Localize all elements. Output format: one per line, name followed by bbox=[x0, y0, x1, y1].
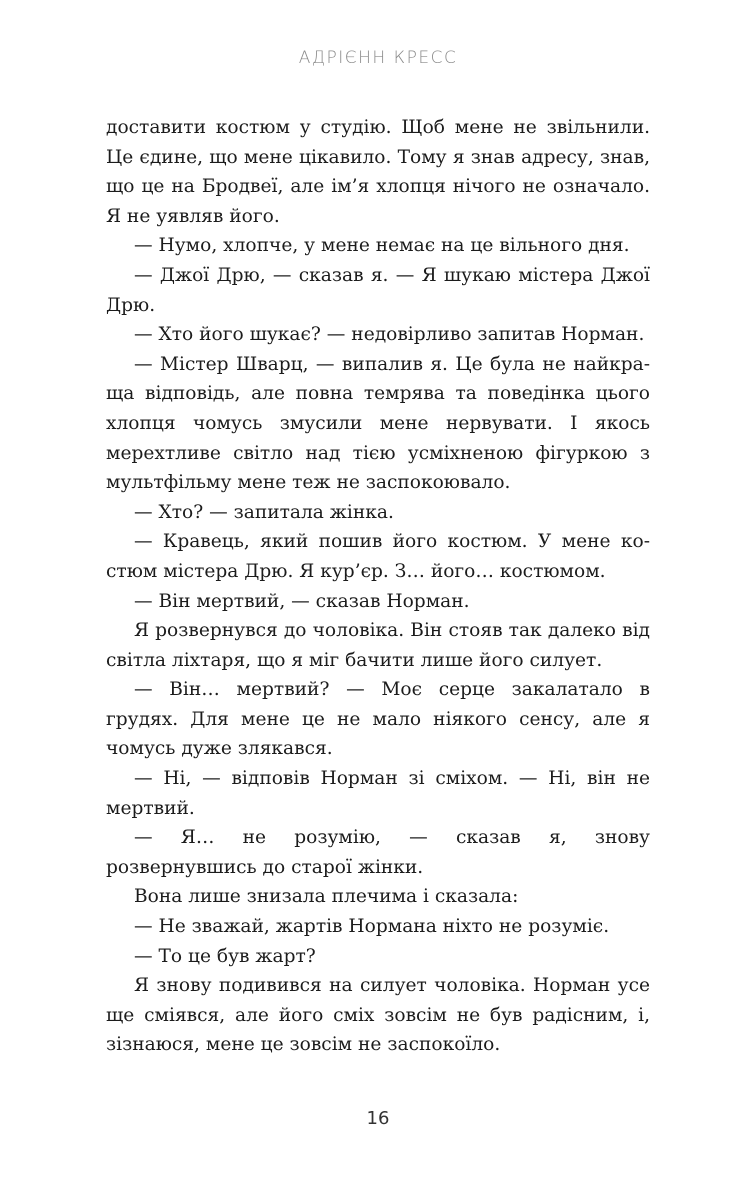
paragraph-3: — Джої Дрю, — сказав я. — Я шукаю містера Джої Дрю. bbox=[106, 264, 650, 316]
page-number: 16 bbox=[366, 1108, 390, 1129]
paragraph-2: — Нумо, хлопче, у мене немає на це вільного дня. bbox=[134, 235, 630, 257]
paragraph-16: Я знову подивився на силует чоловіка. Норман усе ще сміявся, але його сміх зовсім не був радісним, і, зізнаюся, мене це зовсім не заспокоїло. bbox=[106, 975, 650, 1056]
paragraph-6: — Хто? — запитала жінка. bbox=[134, 501, 394, 523]
paragraph-9: Я розвернувся до чоловіка. Він стояв так далеко від світла ліхтаря, що я міг бачити лише його силует. bbox=[106, 620, 650, 671]
paragraph-11: — Ні, — відповів Норман зі сміхом. — Ні, він не мертвий. bbox=[106, 768, 650, 819]
paragraph-7: — Кравець, який пошив його костюм. У мене костюм містера Дрю. Я кур’єр. З… його… костюмом. bbox=[106, 531, 650, 582]
paragraph-10: — Він… мертвий? — Моє серце закалатало в грудях. Для мене це не мало ніякого сенсу, але я чомусь дуже злякався. bbox=[106, 679, 650, 760]
paragraph-1: доставити костюм у студію. Щоб мене не звільнили. Це єдине, що мене цікавило. Тому я знав адресу, знав, що це на Бродвеї, але ім’я хлопця нічого не означало. Я не уявляв його. bbox=[106, 117, 650, 227]
paragraph-8: — Він мертвий, — сказав Норман. bbox=[134, 590, 470, 612]
paragraph-12: — Я… не розумію, — сказав я, знову розвернувшись до старої жінки. bbox=[106, 827, 650, 878]
running-header: АДРІЄНН КРЕСС bbox=[298, 48, 458, 68]
body-text bbox=[106, 113, 650, 1060]
paragraph-5: — Містер Шварц, — випалив я. Це була не найкраща відповідь, але повна темрява та поведінка цього хлопця чомусь змусили мене нервувати. І якось мерехтливе світло над тією усміхненою фігуркою з мультфільму мене теж не заспокоювало. bbox=[106, 353, 650, 494]
paragraph-14: — Не зважай, жартів Нормана ніхто не розуміє. bbox=[134, 916, 610, 938]
paragraph-13: Вона лише знизала плечима і сказала: bbox=[134, 886, 519, 908]
paragraph-4: — Хто його шукає? — недовірливо запитав Норман. bbox=[134, 324, 645, 346]
paragraph-15: — То це був жарт? bbox=[134, 945, 316, 967]
